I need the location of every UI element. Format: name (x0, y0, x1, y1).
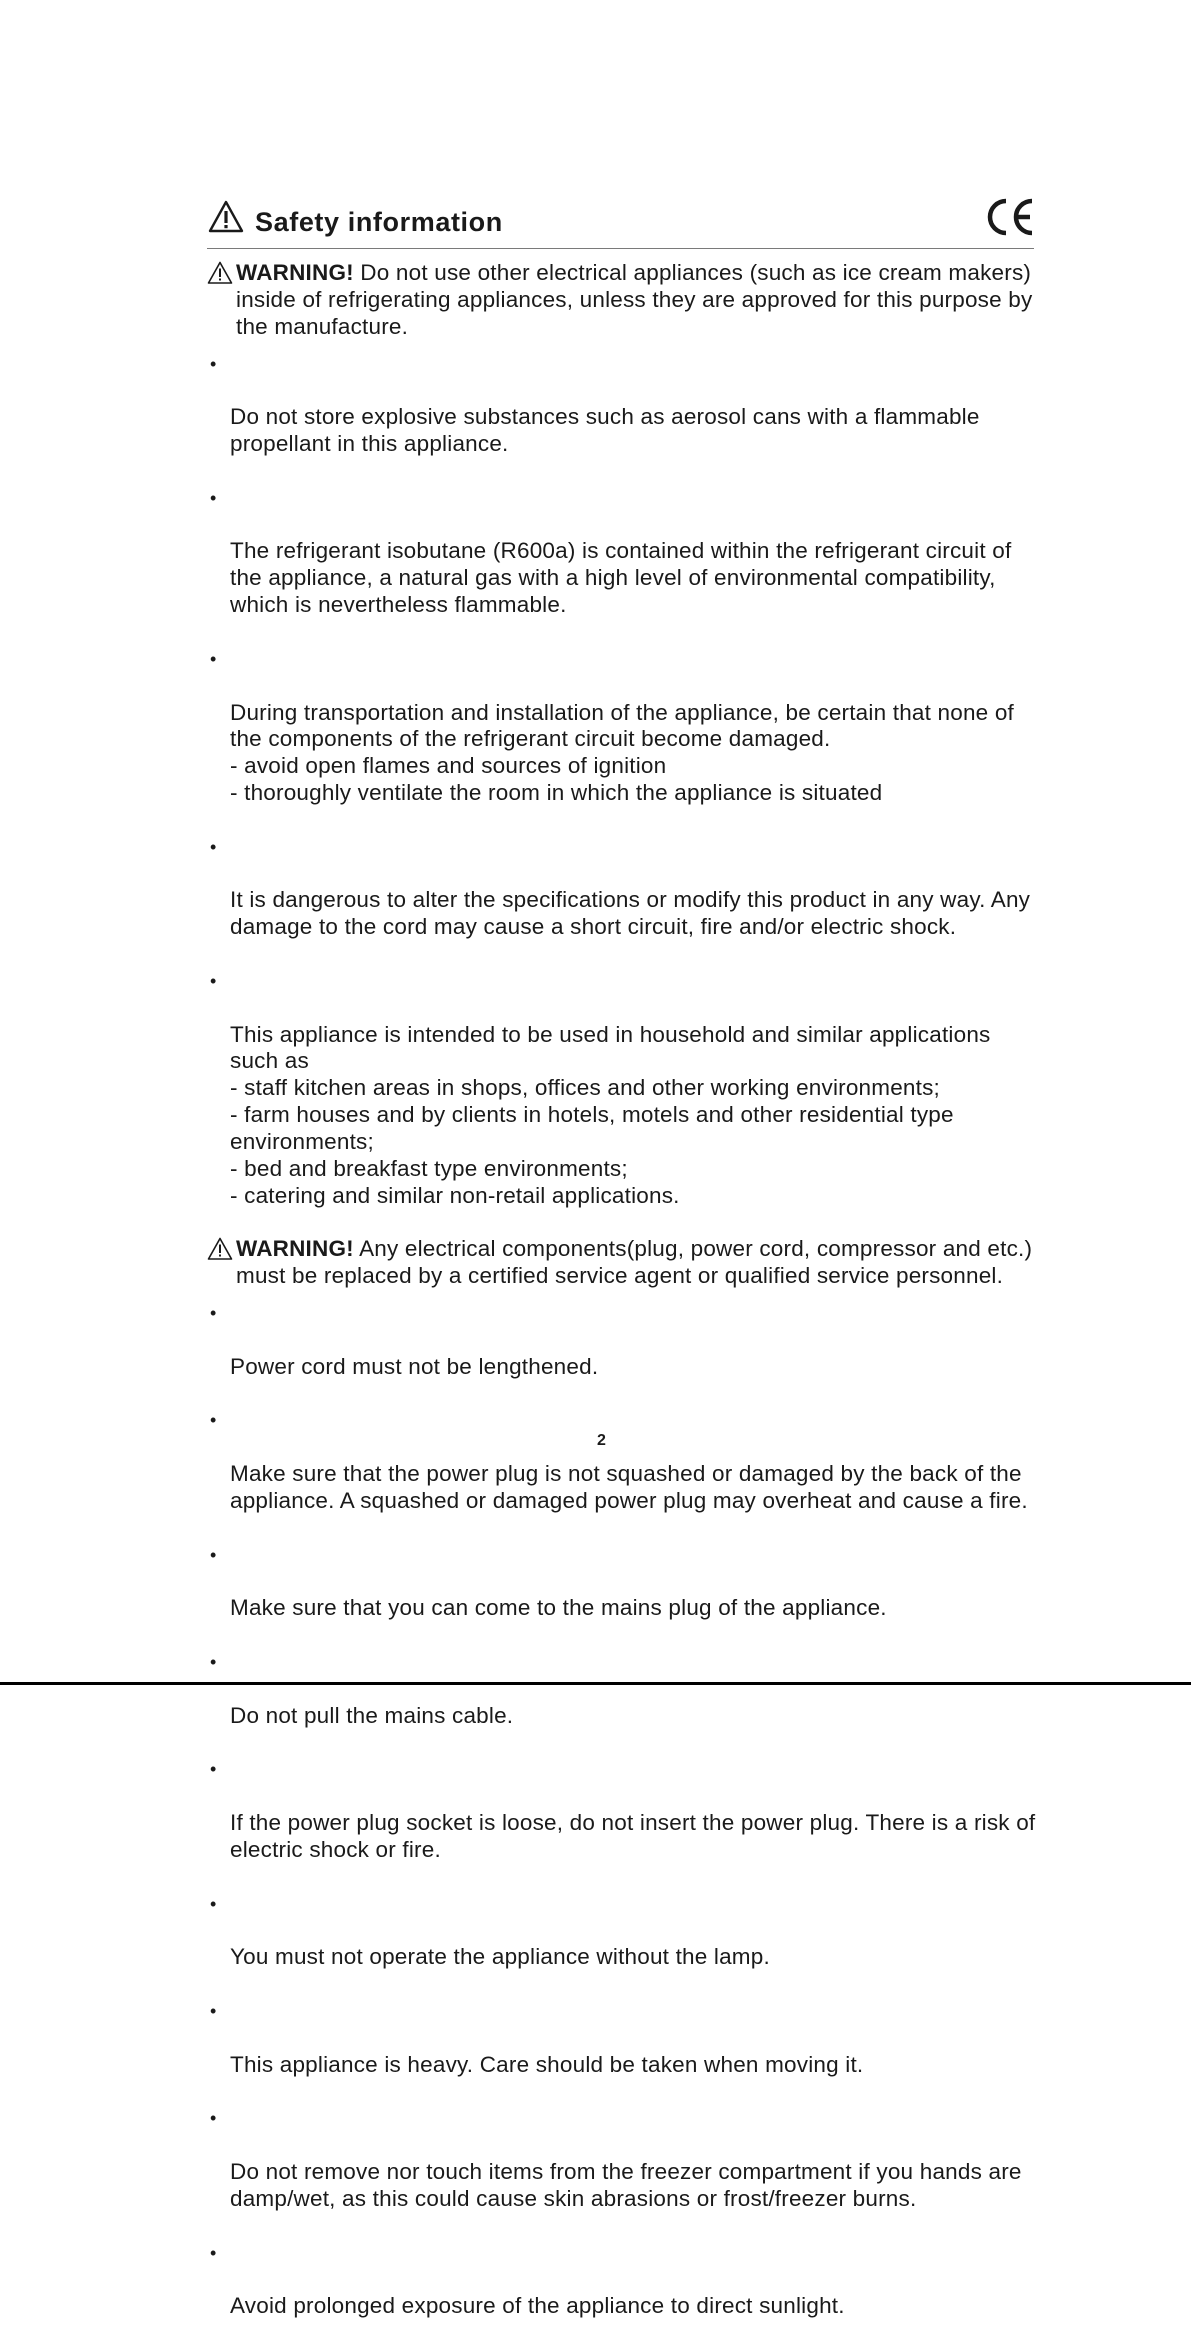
warning-triangle-icon (207, 1237, 233, 1261)
warning-block (207, 260, 1037, 341)
list-item (207, 1756, 1037, 1890)
bullet-icon: • (210, 2242, 217, 2263)
list-item (207, 1649, 1037, 1756)
warning-label: WARNING! (236, 260, 354, 285)
list-item (207, 968, 1037, 1236)
list-item (207, 485, 1037, 646)
bullet-icon: • (210, 1303, 217, 1324)
bullet-icon: • (210, 487, 217, 508)
list-item (207, 1407, 1037, 1541)
bullet-icon: • (210, 836, 217, 857)
list-item-text: Power cord must not be lengthened. (230, 1353, 599, 1379)
warning-triangle-icon (207, 261, 233, 285)
list-item (207, 351, 1037, 485)
bullet-icon: • (210, 1410, 217, 1431)
warning-block (207, 1236, 1037, 1290)
section-header (207, 196, 1035, 250)
bullet-icon: • (210, 1759, 217, 1780)
list-item (207, 2105, 1037, 2239)
list-item-text: Do not pull the mains cable. (230, 1702, 514, 1728)
header-divider (207, 248, 1034, 249)
list-item-text: If the power plug socket is loose, do not insert the power plug. There is a risk of electric shock or fire. (230, 1810, 1036, 1862)
warning-label: WARNING! (236, 1236, 354, 1262)
bullet-icon: • (210, 648, 217, 669)
list-item (207, 1542, 1037, 1649)
safety-content (207, 260, 1037, 2347)
list-item-text: Do not remove nor touch items from the freezer compartment if you hands are damp/wet, as this could cause skin abrasions or frost/freezer burns. (230, 2159, 1022, 2211)
list-item-text: The refrigerant isobutane (R600a) is contained within the refrigerant circuit of the appliance, a natural gas with a high level of environmental compatibility, which is nevertheless flammable. (230, 538, 1012, 618)
list-item (207, 1998, 1037, 2105)
list-item-text: Make sure that you can come to the mains plug of the appliance. (230, 1595, 887, 1621)
bullet-icon: • (210, 2001, 217, 2021)
page-title: Safety information (255, 207, 503, 237)
list-item-text: This appliance is heavy. Care should be taken when moving it. (230, 2051, 864, 2077)
bullet-icon: • (210, 970, 217, 991)
bullet-icon: • (210, 1652, 217, 1673)
bullet-list (207, 351, 1037, 1237)
list-item-text: Do not store explosive substances such as aerosol cans with a flammable propellant in this appliance. (230, 404, 980, 457)
bullet-icon: • (210, 1544, 217, 1565)
list-item-text: You must not operate the appliance without the lamp. (230, 1944, 770, 1970)
list-item-text: During transportation and installation of the appliance, be certain that none of the components of the refrigerant circuit become damaged. - avoid open flames and sources of ignition - thoroughly ventilate the room in which the appliance is situated (230, 699, 1015, 806)
bullet-list (207, 1300, 1037, 2347)
warning-text (236, 1236, 1037, 1290)
warning-body: Do not use other electrical appliances (such as ice cream makers) inside of refrigerating appliances, unless they are approved for this purpose by the manufacture. (236, 260, 1033, 339)
bullet-icon: • (210, 2108, 217, 2129)
warning-body: Any electrical components(plug, power cord, compressor and etc.) must be replaced by a certified service agent or qualified service personnel. (236, 1236, 1033, 1289)
list-item-text: Make sure that the power plug is not squashed or damaged by the back of the appliance. A squashed or damaged power plug may overheat and cause a fire. (230, 1461, 1028, 1513)
warning-text (236, 260, 1037, 341)
list-item (207, 834, 1037, 968)
page-number: 2 (597, 1432, 606, 1449)
list-item (207, 646, 1037, 834)
list-item (207, 1891, 1037, 1998)
bullet-icon: • (210, 1893, 217, 1914)
bullet-icon: • (210, 353, 217, 374)
ce-mark-icon (985, 198, 1035, 236)
list-item-text: It is dangerous to alter the specifications or modify this product in any way. Any damage to the cord may cause a short circuit, fire and/or electric shock. (230, 887, 1031, 940)
list-item-text: This appliance is intended to be used in household and similar applications such as - staff kitchen areas in shops, offices and other working environments; - farm houses and by clients in hotels, motels and other residential type environments; - bed and breakfast type environments; - catering and similar non-retail applications. (230, 1021, 991, 1208)
list-item (207, 1300, 1037, 1407)
list-item (207, 2240, 1037, 2347)
warning-triangle-icon (208, 200, 244, 234)
list-item-text: Avoid prolonged exposure of the appliance to direct sunlight. (230, 2293, 845, 2319)
